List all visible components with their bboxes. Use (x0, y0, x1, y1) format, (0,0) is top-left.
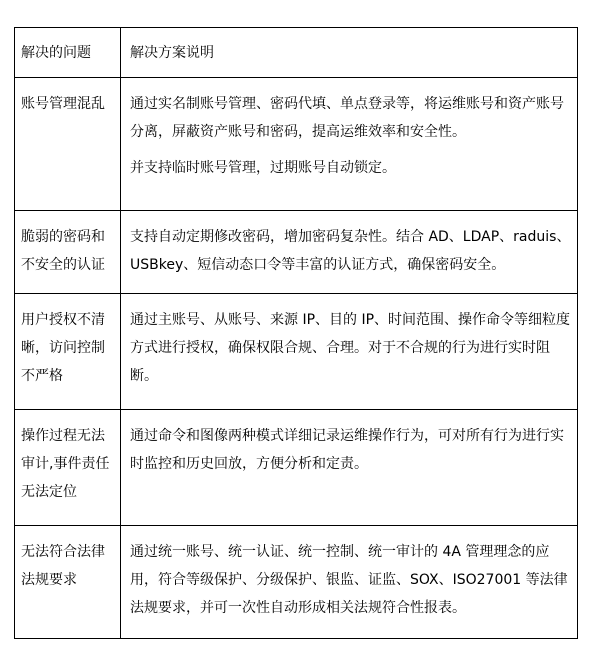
solution-cell (121, 526, 578, 639)
solution-paragraph: 通过命令和图像两种模式详细记录运维操作行为，可对所有行为进行实时监控和历史回放，方便分析和定责。 (130, 428, 564, 472)
solution-cell (121, 410, 578, 526)
problem-cell: 账号管理混乱 (15, 78, 121, 211)
solution-paragraph: 通过主账号、从账号、来源 IP、目的 IP、时间范围、操作命令等细粒度方式进行授权，确保权限合规、合理。对于不合规的行为进行实时阻断。 (130, 312, 571, 384)
table-row (15, 526, 578, 639)
problem-cell: 无法符合法律法规要求 (15, 526, 121, 639)
header-problem: 解决的问题 (15, 28, 121, 78)
table-header-row (15, 28, 578, 78)
problem-cell: 用户授权不清晰，访问控制不严格 (15, 294, 121, 410)
solution-paragraph: 并支持临时账号管理，过期账号自动锁定。 (130, 160, 396, 176)
solution-paragraph: 通过统一账号、统一认证、统一控制、统一审计的 4A 管理理念的应用，符合等级保护、分级保护、银监、证监、SOX、ISO27001 等法律法规要求，并可一次性自动形成相关法规符合性报表。 (130, 544, 568, 616)
header-solution: 解决方案说明 (121, 28, 578, 78)
solution-cell (121, 78, 578, 211)
table-row (15, 410, 578, 526)
table-row (15, 78, 578, 211)
problem-cell: 脆弱的密码和不安全的认证 (15, 211, 121, 294)
solution-cell (121, 294, 578, 410)
solution-cell (121, 211, 578, 294)
solution-paragraph: 支持自动定期修改密码，增加密码复杂性。结合 AD、LDAP、raduis、USBkey、短信动态口令等丰富的认证方式，确保密码安全。 (130, 229, 571, 273)
solution-table (14, 27, 578, 639)
table-row (15, 211, 578, 294)
problem-cell: 操作过程无法审计,事件责任无法定位 (15, 410, 121, 526)
table-row (15, 294, 578, 410)
document-page (14, 27, 578, 639)
solution-paragraph: 通过实名制账号管理、密码代填、单点登录等，将运维账号和资产账号分离，屏蔽资产账号和密码，提高运维效率和安全性。 (130, 96, 564, 140)
